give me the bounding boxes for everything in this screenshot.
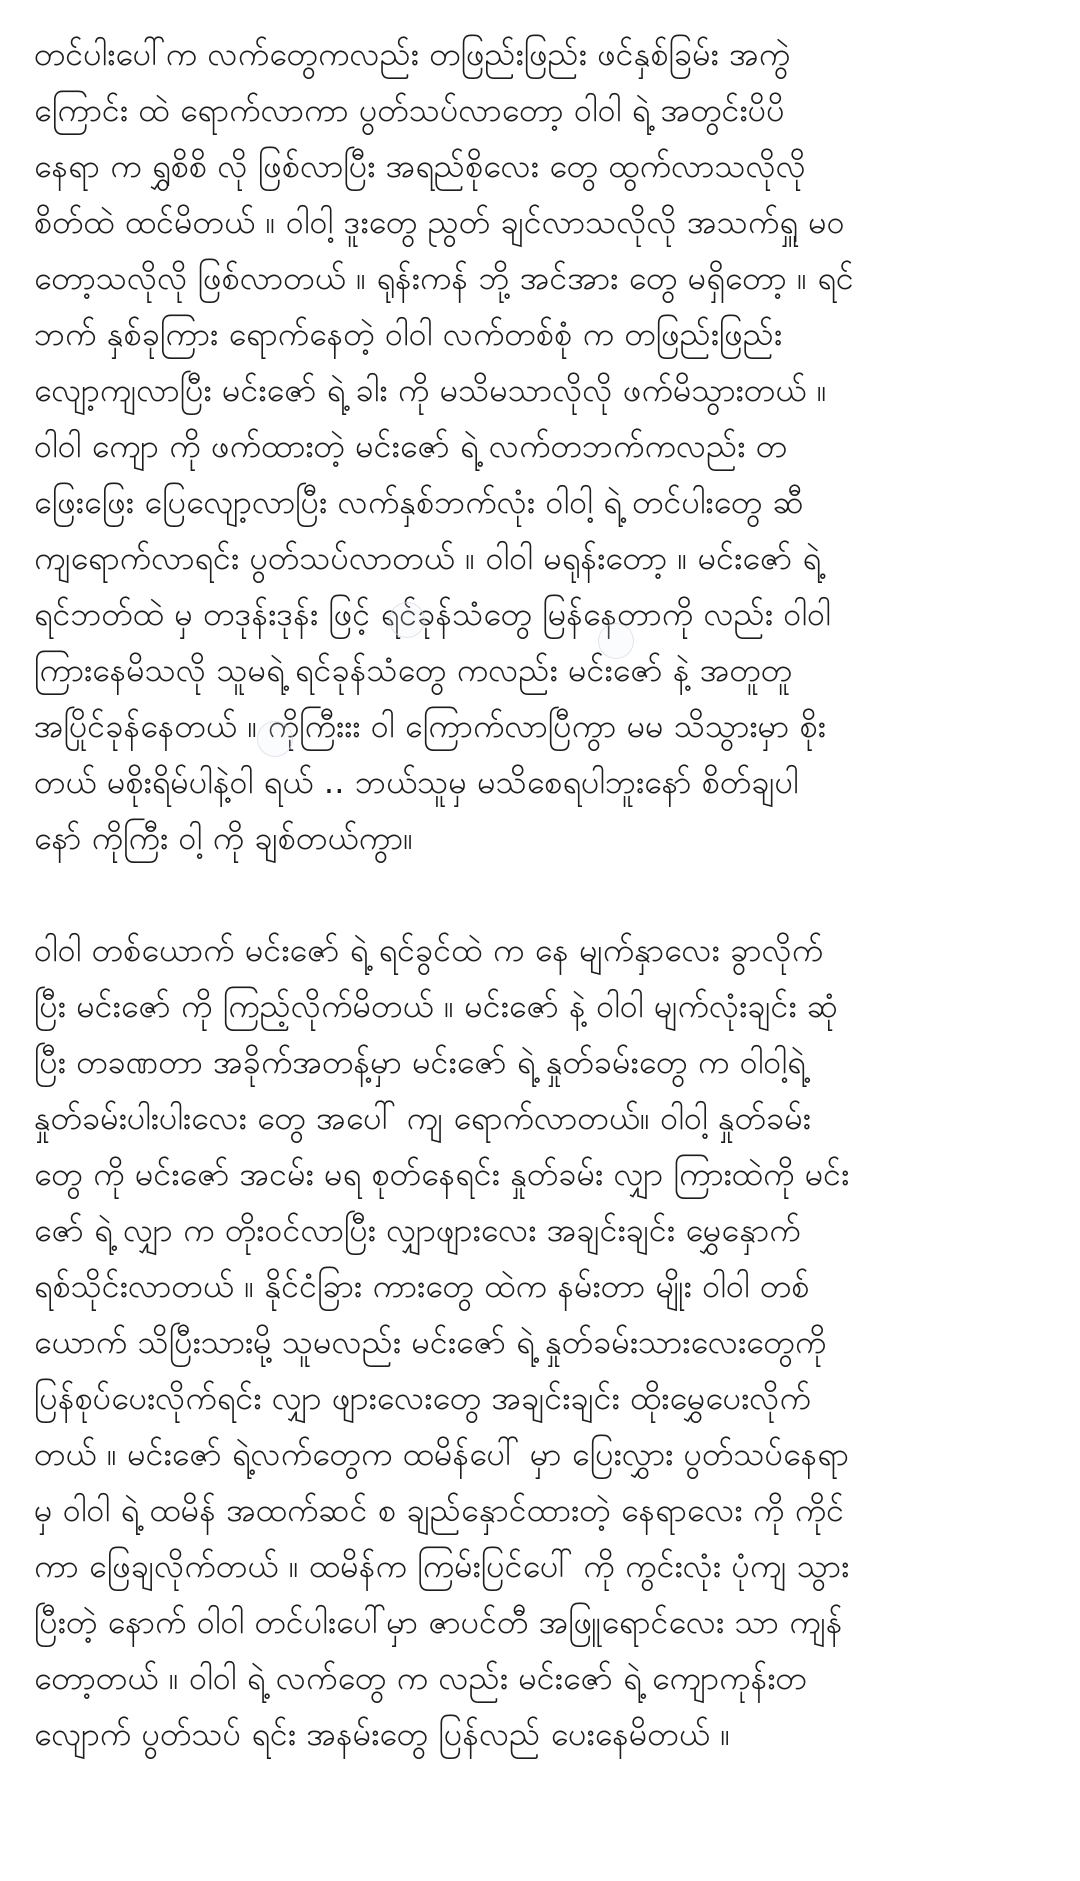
story-text (34, 26, 1054, 1762)
text-line: ကျရောက်လာရင်း ပွတ်သပ်လာတယ် ။ ဝါဝါ မရုန်းတော့ ။ မင်းဇော် ရဲ့ (34, 539, 822, 577)
paragraph-spacer (34, 866, 1054, 922)
text-line: တယ် ။ မင်းဇော် ရဲ့လက်တွေက ထမိန်ပေါ် မှာ ပြေးလွှား ပွတ်သပ်နေရာ (34, 1435, 849, 1473)
text-line: ကာ ဖြေချလိုက်တယ် ။ ထမိန်က ကြမ်းပြင်ပေါ် ကို ကွင်းလုံး ပုံကျ သွား (34, 1547, 850, 1585)
text-line: ကြောင်း ထဲ ရောက်လာကာ ပွတ်သပ်လာတော့ ဝါဝါ ရဲ့ အတွင်းပိပိ (34, 91, 785, 129)
text-line: ဝါဝါ တစ်ယောက် မင်းဇော် ရဲ့ ရင်ခွင်ထဲ က နေ မျက်နှာလေး ခွာလိုက် (34, 931, 824, 969)
text-line: လျော့ကျလာပြီး မင်းဇော် ရဲ့ ခါး ကို မသိမသာလိုလို ဖက်မိသွားတယ် ။ (34, 371, 827, 409)
text-line: ကြားနေမိသလို သူမရဲ့ ရင်ခုန်သံတွေ ကလည်း မင်းဇော် နဲ့ အတူတူ (34, 651, 793, 689)
text-line: တော့တယ် ။ ဝါဝါ ရဲ့ လက်တွေ က လည်း မင်းဇော် ရဲ့ ကျောကုန်းတ (34, 1659, 807, 1697)
text-line: စိတ်ထဲ ထင်မိတယ် ။ ဝါဝါ့ ဒူးတွေ ညွတ် ချင်လာသလိုလို အသက်ရှူ မဝ (34, 203, 845, 241)
watermark-circle (389, 602, 425, 638)
text-line: ပြီးတဲ့ နောက် ဝါဝါ တင်ပါးပေါ်မှာ ဇာပင်တီ အဖြူရောင်လေး သာ ကျန် (34, 1603, 843, 1641)
text-line: လျောက် ပွတ်သပ် ရင်း အနမ်းတွေ ပြန်လည် ပေးနေမိတယ် ။ (34, 1715, 731, 1753)
text-line: မှ ဝါဝါ ရဲ့ ထမိန် အထက်ဆင် စ ချည်နှောင်ထားတဲ့ နေရာလေး ကို ကိုင် (34, 1491, 845, 1529)
paragraph (34, 26, 1054, 866)
text-line: ဖြေးဖြေး ပြေလျော့လာပြီး လက်နှစ်ဘက်လုံး ဝါဝါ့ ရဲ့ တင်ပါးတွေ ဆီ (34, 483, 804, 521)
text-line: ဇော် ရဲ့ လျှာ က တိုးဝင်လာပြီး လျှာဖျားလေး အချင်းချင်း မွှေနှောက် (34, 1211, 801, 1249)
text-line: ဘက် နှစ်ခုကြား ရောက်နေတဲ့ ဝါဝါ လက်တစ်စုံ က တဖြည်းဖြည်း (34, 315, 783, 353)
text-line: ဝါဝါ ကျော ကို ဖက်ထားတဲ့ မင်းဇော် ရဲ့ လက်တဘက်ကလည်း တ (34, 427, 788, 465)
watermark-circle (257, 721, 293, 757)
text-line: ယောက် သိပြီးသားမို့ သူမလည်း မင်းဇော် ရဲ့ နှုတ်ခမ်းသားလေးတွေကို (34, 1323, 827, 1361)
text-line: နှုတ်ခမ်းပါးပါးလေး တွေ အပေါ် ကျ ရောက်လာတယ်။ ဝါဝါ့ နှုတ်ခမ်း (34, 1099, 811, 1137)
text-line: ပြန်စုပ်ပေးလိုက်ရင်း လျှာ ဖျားလေးတွေ အချင်းချင်း ထိုးမွှေပေးလိုက် (34, 1379, 811, 1417)
watermark-circle (598, 623, 634, 659)
text-line: ရင်ဘတ်ထဲ မှ တဒုန်းဒုန်း ဖြင့် ရင်ခုန်သံတွေ မြန်နေတာကို လည်း ဝါဝါ (34, 595, 831, 633)
text-line: နေရာ က ရွှစိစိ လို ဖြစ်လာပြီး အရည်စိုလေး တွေ ထွက်လာသလိုလို (34, 147, 806, 185)
text-line: ပြီး တခဏတာ အခိုက်အတန့်မှာ မင်းဇော် ရဲ့ နှုတ်ခမ်းတွေ က ဝါဝါ့ရဲ့ (34, 1043, 806, 1081)
paragraph (34, 922, 1054, 1762)
text-line: တော့သလိုလို ဖြစ်လာတယ် ။ ရုန်းကန် ဘို့ အင်အား တွေ မရှိတော့ ။ ရင် (34, 259, 854, 297)
text-line: ပြီး မင်းဇော် ကို ကြည့်လိုက်မိတယ် ။ မင်းဇော် နဲ့ ဝါဝါ မျက်လုံးချင်း ဆုံ (34, 987, 839, 1025)
text-line: တင်ပါးပေါ်က လက်တွေကလည်း တဖြည်းဖြည်း ဖင်နှစ်ခြမ်း အကွဲ (34, 35, 791, 73)
text-line: တွေ ကို မင်းဇော် အငမ်း မရ စုတ်နေရင်း နှုတ်ခမ်း လျှာ ကြားထဲကို မင်း (34, 1155, 850, 1193)
text-line: တယ် မစိုးရိမ်ပါနဲ့ဝါ ရယ် .. ဘယ်သူမှ မသိစေရပါဘူးနော် စိတ်ချပါ (34, 763, 799, 801)
text-line: နော် ကိုကြီး ဝါ့ ကို ချစ်တယ်ကွာ။ (34, 819, 414, 857)
text-line: ရစ်သိုင်းလာတယ် ။ နိုင်ငံခြား ကားတွေ ထဲက နမ်းတာ မျိုး ဝါဝါ တစ် (34, 1267, 810, 1305)
text-line: အပြိုင်ခုန်နေတယ် ။ ကိုကြီးးး ဝါ ကြောက်လာပြီကွာ မမ သိသွားမှာ စိုး (34, 707, 826, 745)
